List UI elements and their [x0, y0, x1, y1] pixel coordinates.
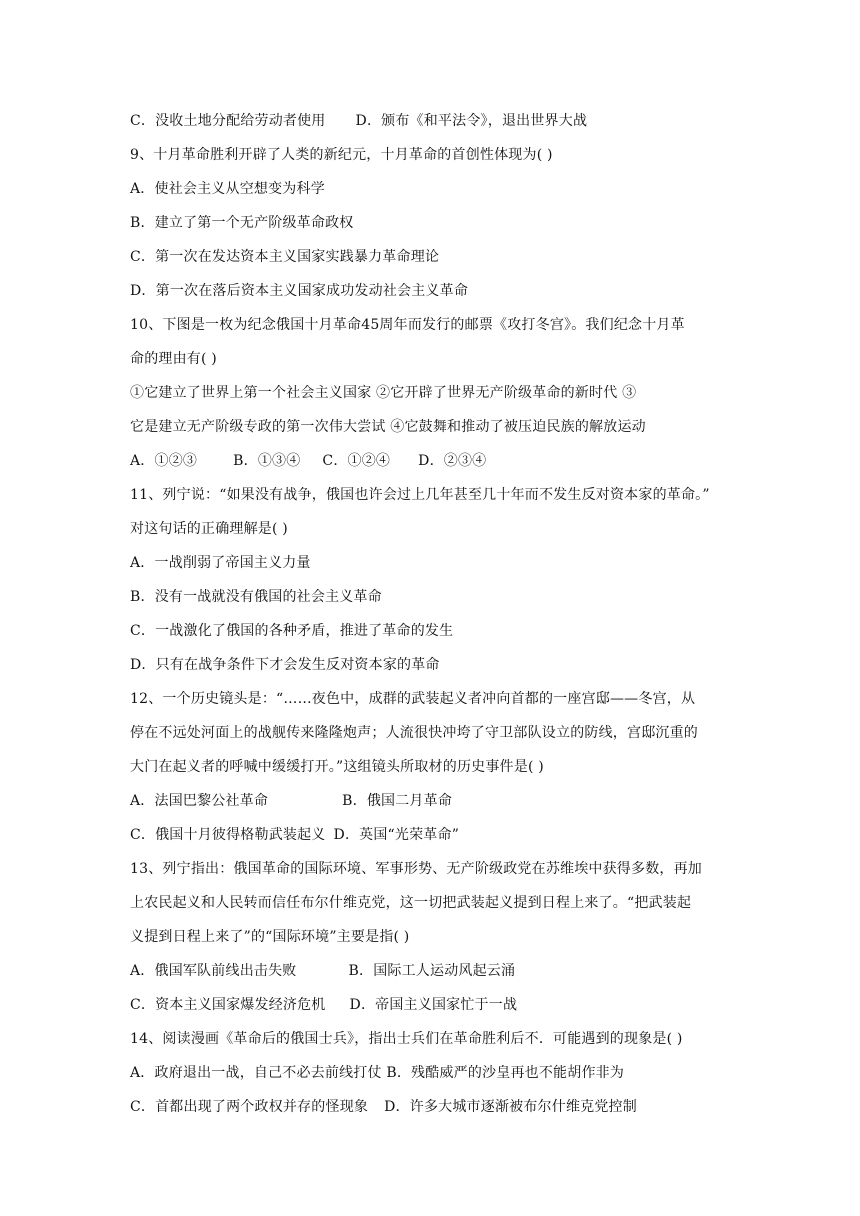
q9-stem: 9、十月革命胜利开辟了人类的新纪元，十月革命的首创性体现为( ) [130, 147, 553, 163]
q12-options-cd [130, 825, 459, 845]
q11-option-a: A．一战削弱了帝国主义力量 [130, 555, 311, 571]
q14-option-d: D．许多大城市逐渐被布尔什维克党控制 [384, 1099, 637, 1115]
q13-options-ab [130, 961, 515, 981]
q13-option-c: C．资本主义国家爆发经济危机 [130, 997, 326, 1013]
q10-option-a: A．①②③ [130, 453, 198, 469]
q12-option-d: D．英国“光荣革命” [333, 827, 460, 843]
q12-stem-line1: 12、一个历史镜头是：“……夜色中，成群的武装起义者冲向首都的一座宫邸——冬宫，从 [130, 691, 696, 707]
q10-option-b: B．①③④ [233, 453, 301, 469]
q10-stem-line2: 命的理由有( ) [130, 351, 217, 367]
q14-stem: 14、阅读漫画《革命后的俄国士兵》，指出士兵们在革命胜利后不．可能遇到的现象是( ) [130, 1031, 683, 1047]
q13-stem-line3: 义提到日程上来了”的“国际环境”主要是指( ) [130, 929, 410, 945]
q12-option-a: A．法国巴黎公社革命 [130, 793, 269, 809]
q14-options-cd [130, 1097, 637, 1117]
q11-stem-line1: 11、列宁说：“如果没有战争，俄国也许会过上几年甚至几十年而不发生反对资本家的革命。” [130, 487, 710, 503]
q12-option-b: B．俄国二月革命 [342, 793, 453, 809]
q13-stem-line2: 上农民起义和人民转而信任布尔什维克党，这一切把武装起义提到日程上来了。“把武装起 [130, 895, 692, 911]
q12-option-c: C．俄国十月彼得格勒武装起义 [130, 827, 326, 843]
q13-options-cd [130, 995, 517, 1015]
q10-statements-line1: ①它建立了世界上第一个社会主义国家 ②它开辟了世界无产阶级革命的新时代 ③ [130, 385, 637, 401]
q8-option-d: D．颁布《和平法令》，退出世界大战 [355, 113, 588, 129]
q10-statements-line2: 它是建立无产阶级专政的第一次伟大尝试 ④它鼓舞和推动了被压迫民族的解放运动 [130, 419, 646, 435]
q10-options [130, 451, 486, 471]
q12-stem-line3: 大门在起义者的呼喊中缓缓打开。”这组镜头所取材的历史事件是( ) [130, 759, 544, 775]
q13-stem-line1: 13、列宁指出：俄国革命的国际环境、军事形势、无产阶级政党在苏维埃中获得多数，再加 [130, 861, 703, 877]
q9-option-a: A．使社会主义从空想变为科学 [130, 181, 325, 197]
q11-option-d: D．只有在战争条件下才会发生反对资本家的革命 [130, 657, 440, 673]
q9-option-d: D．第一次在落后资本主义国家成功发动社会主义革命 [130, 283, 469, 299]
q14-options-ab: A．政府退出一战，自己不必去前线打仗 B．残酷威严的沙皇再也不能胡作非为 [130, 1065, 625, 1081]
q11-option-b: B．没有一战就没有俄国的社会主义革命 [130, 589, 382, 605]
q8-option-c: C．没收土地分配给劳动者使用 [130, 113, 326, 129]
q8-options-cd [130, 111, 587, 131]
q13-option-a: A．俄国军队前线出击失败 [130, 963, 297, 979]
q9-option-b: B．建立了第一个无产阶级革命政权 [130, 215, 354, 231]
q14-option-c: C．首都出现了两个政权并存的怪现象 [130, 1099, 369, 1115]
q11-stem-line2: 对这句话的正确理解是( ) [130, 521, 288, 537]
q9-option-c: C．第一次在发达资本主义国家实践暴力革命理论 [130, 249, 440, 265]
q10-option-d: D．②③④ [418, 453, 487, 469]
q10-option-c: C．①②④ [322, 453, 391, 469]
q13-option-b: B．国际工人运动风起云涌 [348, 963, 516, 979]
q12-stem-line2: 停在不远处河面上的战舰传来隆隆炮声；人流很快冲垮了守卫部队设立的防线，宫邸沉重的 [130, 725, 698, 741]
q13-option-d: D．帝国主义国家忙于一战 [349, 997, 518, 1013]
q12-options-ab [130, 791, 452, 811]
q10-stem-line1: 10、下图是一枚为纪念俄国十月革命45周年而发行的邮票《攻打冬宫》。我们纪念十月革 [130, 317, 685, 333]
q11-option-c: C．一战激化了俄国的各种矛盾，推进了革命的发生 [130, 623, 454, 639]
